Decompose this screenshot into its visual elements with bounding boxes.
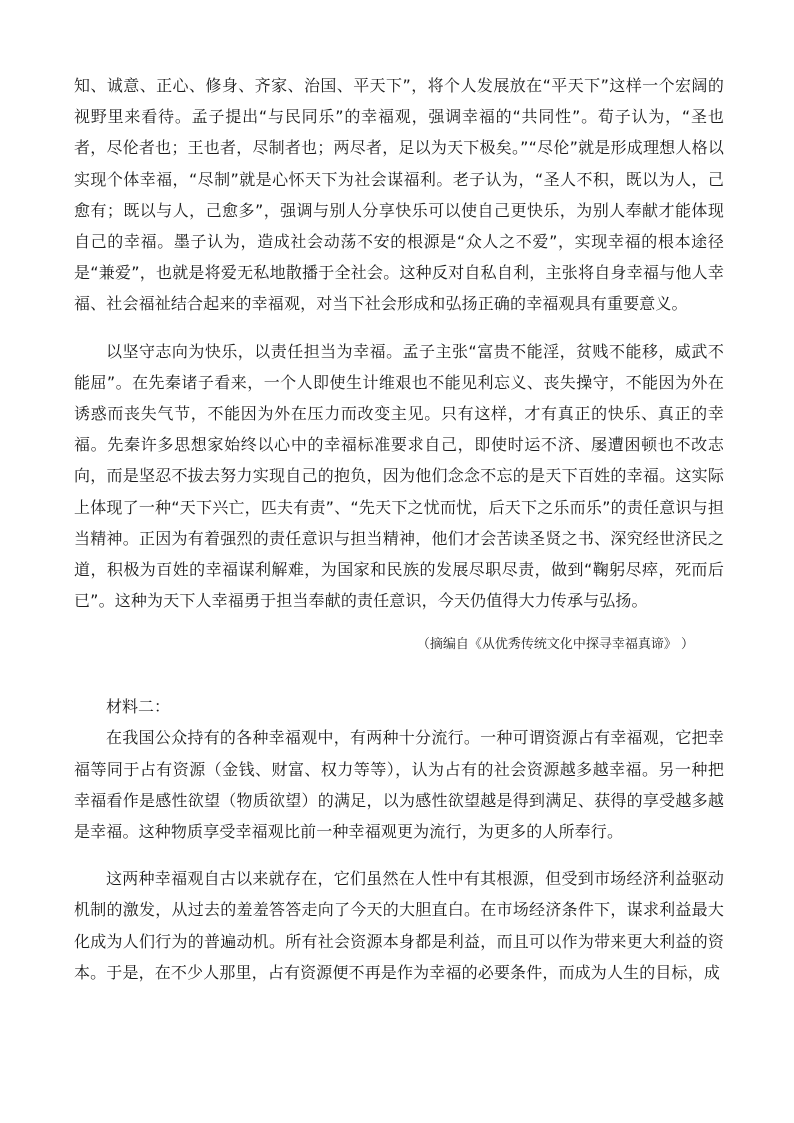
paragraph: 知、诚意、正心、修身、齐家、治国、平天下”，将个人发展放在“平天下”这样一个宏阔的视野里来看待。孟子提出“与民同乐”的幸福观，强调幸福的“共同性”。荀子认为，“圣也者，尽伦者也；王也者，尽制者也；两尽者，足以为天下极矣。”“尽伦”就是形成理想人格以实现个体幸福，“尽制”就是心怀天下为社会谋福利。老子认为，“圣人不积，既以为人，己愈有；既以与人，己愈多”，强调与别人分享快乐可以使自己更快乐，为别人奉献才能体现自己的幸福。墨子认为，造成社会动荡不安的根源是“众人之不爱”，实现幸福的根本途径是“兼爱”，也就是将爱无私地散播于全社会。这种反对自私自利，主张将自身幸福与他人幸福、社会福祉结合起来的幸福观，对当下社会形成和弘扬正确的幸福观具有重要意义。 [74,76,724,314]
paragraph: 在我国公众持有的各种幸福观中，有两种十分流行。一种可谓资源占有幸福观，它把幸福等同于占有资源（金钱、财富、权力等等），认为占有的社会资源越多越幸福。另一种把幸福看作是感性欲望（物质欲望）的满足，以为感性欲望越是得到满足、获得的享受越多越是幸福。这种物质享受幸福观比前一种幸福观更为流行，为更多的人所奉行。 [74,728,724,842]
paragraph: 以坚守志向为快乐，以责任担当为幸福。孟子主张“富贵不能淫，贫贱不能移，威武不能屈”。在先秦诸子看来，一个人即使生计维艰也不能见利忘义、丧失操守，不能因为外在诱惑而丧失气节，不能因为外在压力而改变主见。只有这样，才有真正的快乐、真正的幸福。先秦许多思想家始终以心中的幸福标准要求自己，即使时运不济、屡遭困顿也不改志向，而是坚忍不拔去努力实现自己的抱负，因为他们念念不忘的是天下百姓的幸福。这实际上体现了一种“天下兴亡，匹夫有责”、“先天下之忧而忧，后天下之乐而乐”的责任意识与担当精神。正因为有着强烈的责任意识与担当精神，他们才会苦读圣贤之书、深究经世济民之道，积极为百姓的幸福谋利解难，为国家和民族的发展尽职尽责，做到“鞠躬尽瘁，死而后已”。这种为天下人幸福勇于担当奉献的责任意识，今天仍值得大力传承与弘扬。 [74,341,724,611]
section-heading: 材料二： [106,697,171,717]
material-two [74,691,724,988]
document-body [74,70,724,988]
material-one [74,70,724,655]
paragraph: 这两种幸福观自古以来就存在，它们虽然在人性中有其根源，但受到市场经济利益驱动机制的激发，从过去的羞羞答答走向了今天的大胆直白。在市场经济条件下，谋求利益最大化成为人们行为的普遍动机。所有社会资源本身都是利益，而且可以作为带来更大利益的资本。于是，在不少人那里，占有资源便不再是作为幸福的必要条件，而成为人生的目标，成 [74,869,724,982]
source-citation: （摘编自《从优秀传统文化中探寻幸福真谛》 ） [416,637,694,653]
